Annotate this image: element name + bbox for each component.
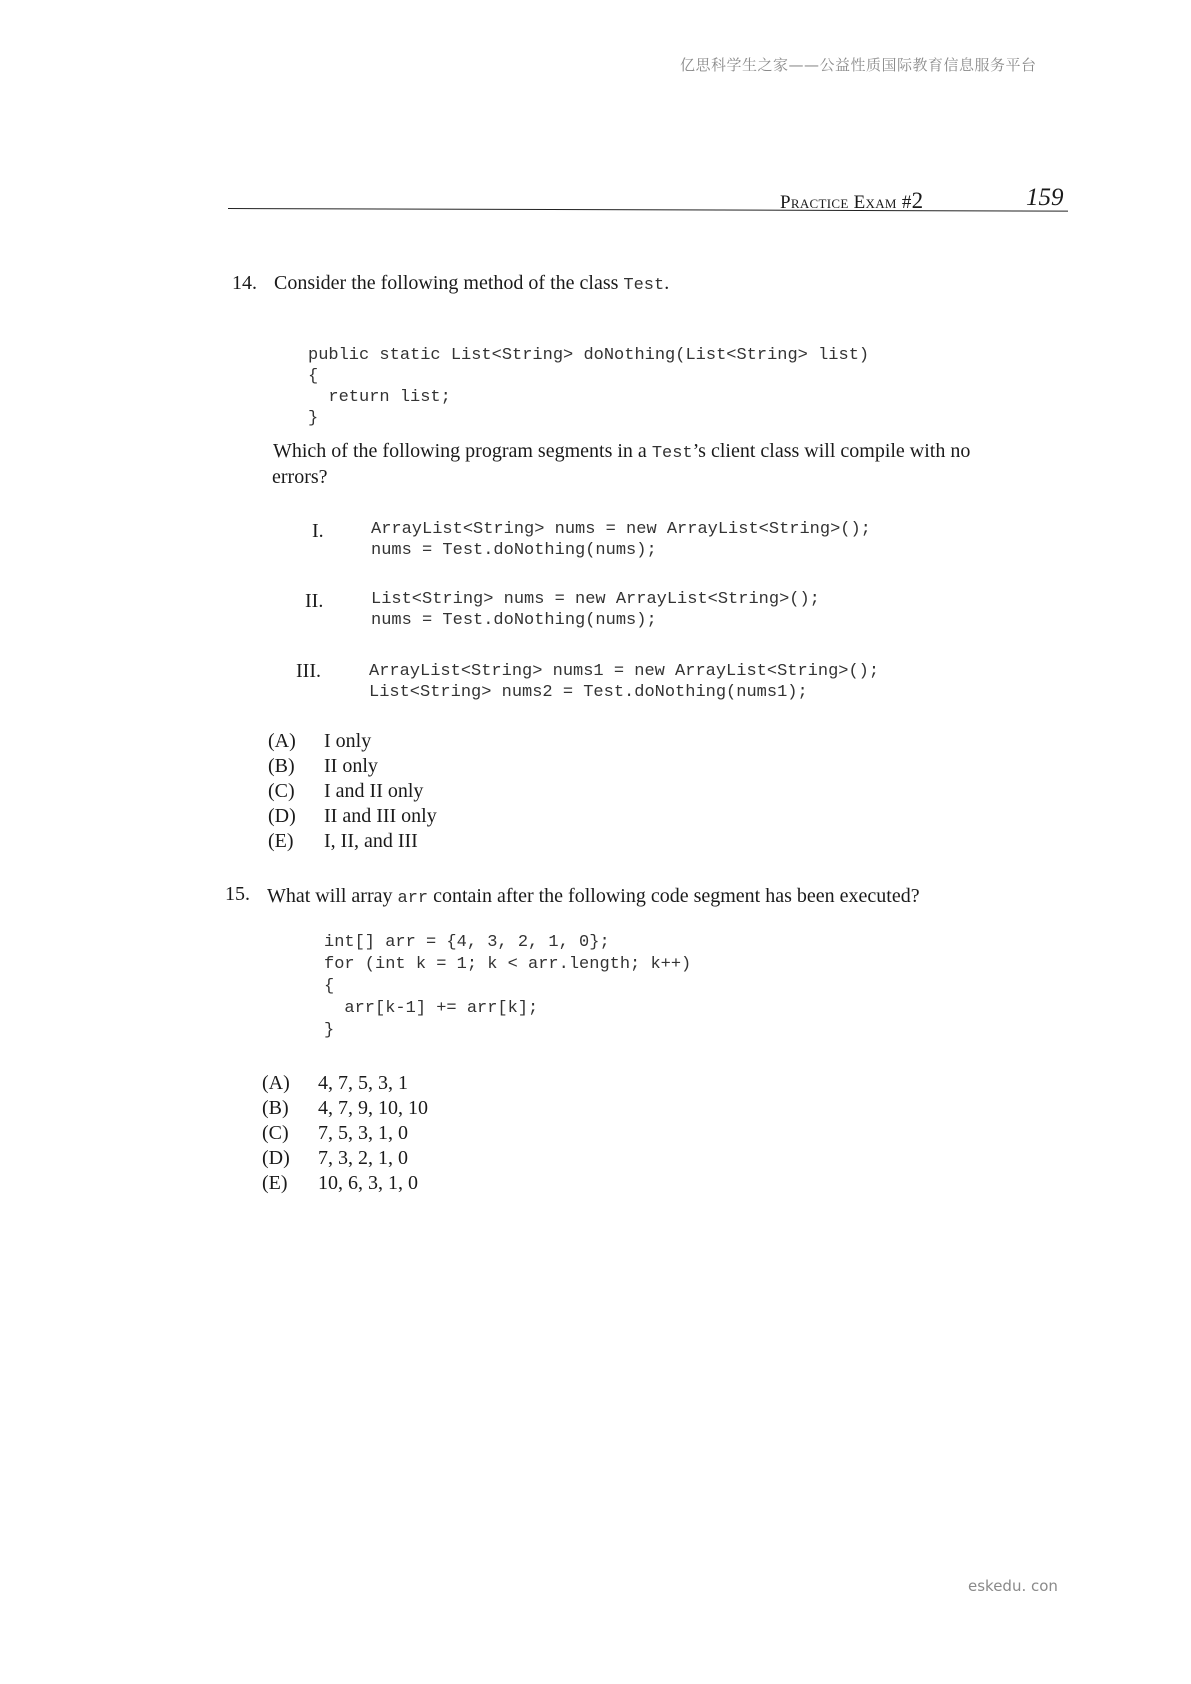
- header-title-number: 2: [911, 188, 924, 213]
- question-14-prompt: [273, 440, 970, 463]
- q14-intro-before: Consider the following method of the class: [274, 272, 624, 294]
- question-14-number: 14.: [232, 272, 257, 294]
- choice-text: I, II, and III: [324, 830, 418, 852]
- header-title-prefix: Practice Exam #: [780, 192, 912, 213]
- header-rule: [228, 208, 1068, 212]
- segment-label-iii: III.: [296, 660, 321, 682]
- q14-choices: [268, 730, 568, 860]
- q15-code: [324, 932, 691, 1042]
- q14-prompt-before: Which of the following program segments in a: [273, 440, 652, 462]
- choice-letter: (C): [268, 780, 295, 802]
- choice-text: II only: [324, 755, 378, 777]
- choice-text: 4, 7, 9, 10, 10: [318, 1097, 428, 1119]
- page-number: 159: [1026, 184, 1064, 211]
- choice-text: 7, 3, 2, 1, 0: [318, 1147, 408, 1169]
- choice-letter: (E): [268, 830, 294, 852]
- code-line: List<String> nums2 = Test.doNothing(nums1);: [369, 683, 808, 702]
- segment-i-code: [371, 519, 871, 561]
- choice-text: I and II only: [324, 780, 424, 802]
- code-line: }: [308, 409, 319, 428]
- q14-prompt-code: Test: [651, 444, 693, 463]
- choice-text: 10, 6, 3, 1, 0: [318, 1172, 418, 1194]
- code-line: arr[k-1] += arr[k];: [324, 999, 539, 1018]
- code-line: nums = Test.doNothing(nums);: [371, 541, 657, 560]
- code-line: ArrayList<String> nums1 = new ArrayList<String>();: [369, 662, 880, 681]
- choice-letter: (B): [262, 1097, 289, 1119]
- watermark-bottom: eskedu. con: [968, 1577, 1058, 1595]
- q14-prompt-after: ’s client class will compile with no: [692, 440, 971, 462]
- q15-text-after: contain after the following code segment has been executed?: [428, 885, 920, 907]
- code-line: {: [308, 367, 319, 386]
- q14-intro-after: .: [664, 272, 670, 294]
- code-line: ArrayList<String> nums = new ArrayList<String>();: [371, 520, 871, 539]
- code-line: nums = Test.doNothing(nums);: [371, 611, 657, 630]
- question-15-number: 15.: [225, 883, 250, 905]
- question-14-intro: [274, 272, 669, 295]
- choice-text: I only: [324, 730, 372, 752]
- code-line: }: [324, 1021, 335, 1040]
- question-14-prompt-line2: errors?: [272, 466, 328, 488]
- code-line: return list;: [308, 388, 451, 407]
- choice-letter: (E): [262, 1172, 288, 1194]
- choice-text: 4, 7, 5, 3, 1: [318, 1072, 408, 1094]
- code-line: public static List<String> doNothing(List<String> list): [308, 346, 870, 365]
- segment-iii-code: [369, 661, 879, 703]
- choice-letter: (A): [262, 1072, 290, 1094]
- choice-letter: (A): [268, 730, 296, 752]
- choice-letter: (C): [262, 1122, 289, 1144]
- q15-text-code: arr: [397, 889, 429, 908]
- choice-text: II and III only: [324, 805, 437, 827]
- q15-choices: [262, 1072, 562, 1202]
- choice-letter: (D): [268, 805, 296, 827]
- segment-label-i: I.: [312, 520, 324, 542]
- choice-letter: (B): [268, 755, 295, 777]
- segment-label-ii: II.: [305, 590, 324, 612]
- code-line: for (int k = 1; k < arr.length; k++): [324, 955, 692, 974]
- q14-intro-code: Test: [623, 276, 665, 295]
- code-line: int[] arr = {4, 3, 2, 1, 0};: [324, 933, 610, 952]
- watermark-top: 亿思科学生之家——公益性质国际教育信息服务平台: [680, 56, 1037, 74]
- q14-method-code: [308, 324, 869, 429]
- code-line: {: [324, 977, 335, 996]
- code-line: List<String> nums = new ArrayList<String>();: [371, 590, 820, 609]
- question-15-text: [267, 885, 920, 908]
- choice-text: 7, 5, 3, 1, 0: [318, 1122, 408, 1144]
- segment-ii-code: [371, 589, 820, 631]
- choice-letter: (D): [262, 1147, 290, 1169]
- q15-text-before: What will array: [267, 885, 398, 907]
